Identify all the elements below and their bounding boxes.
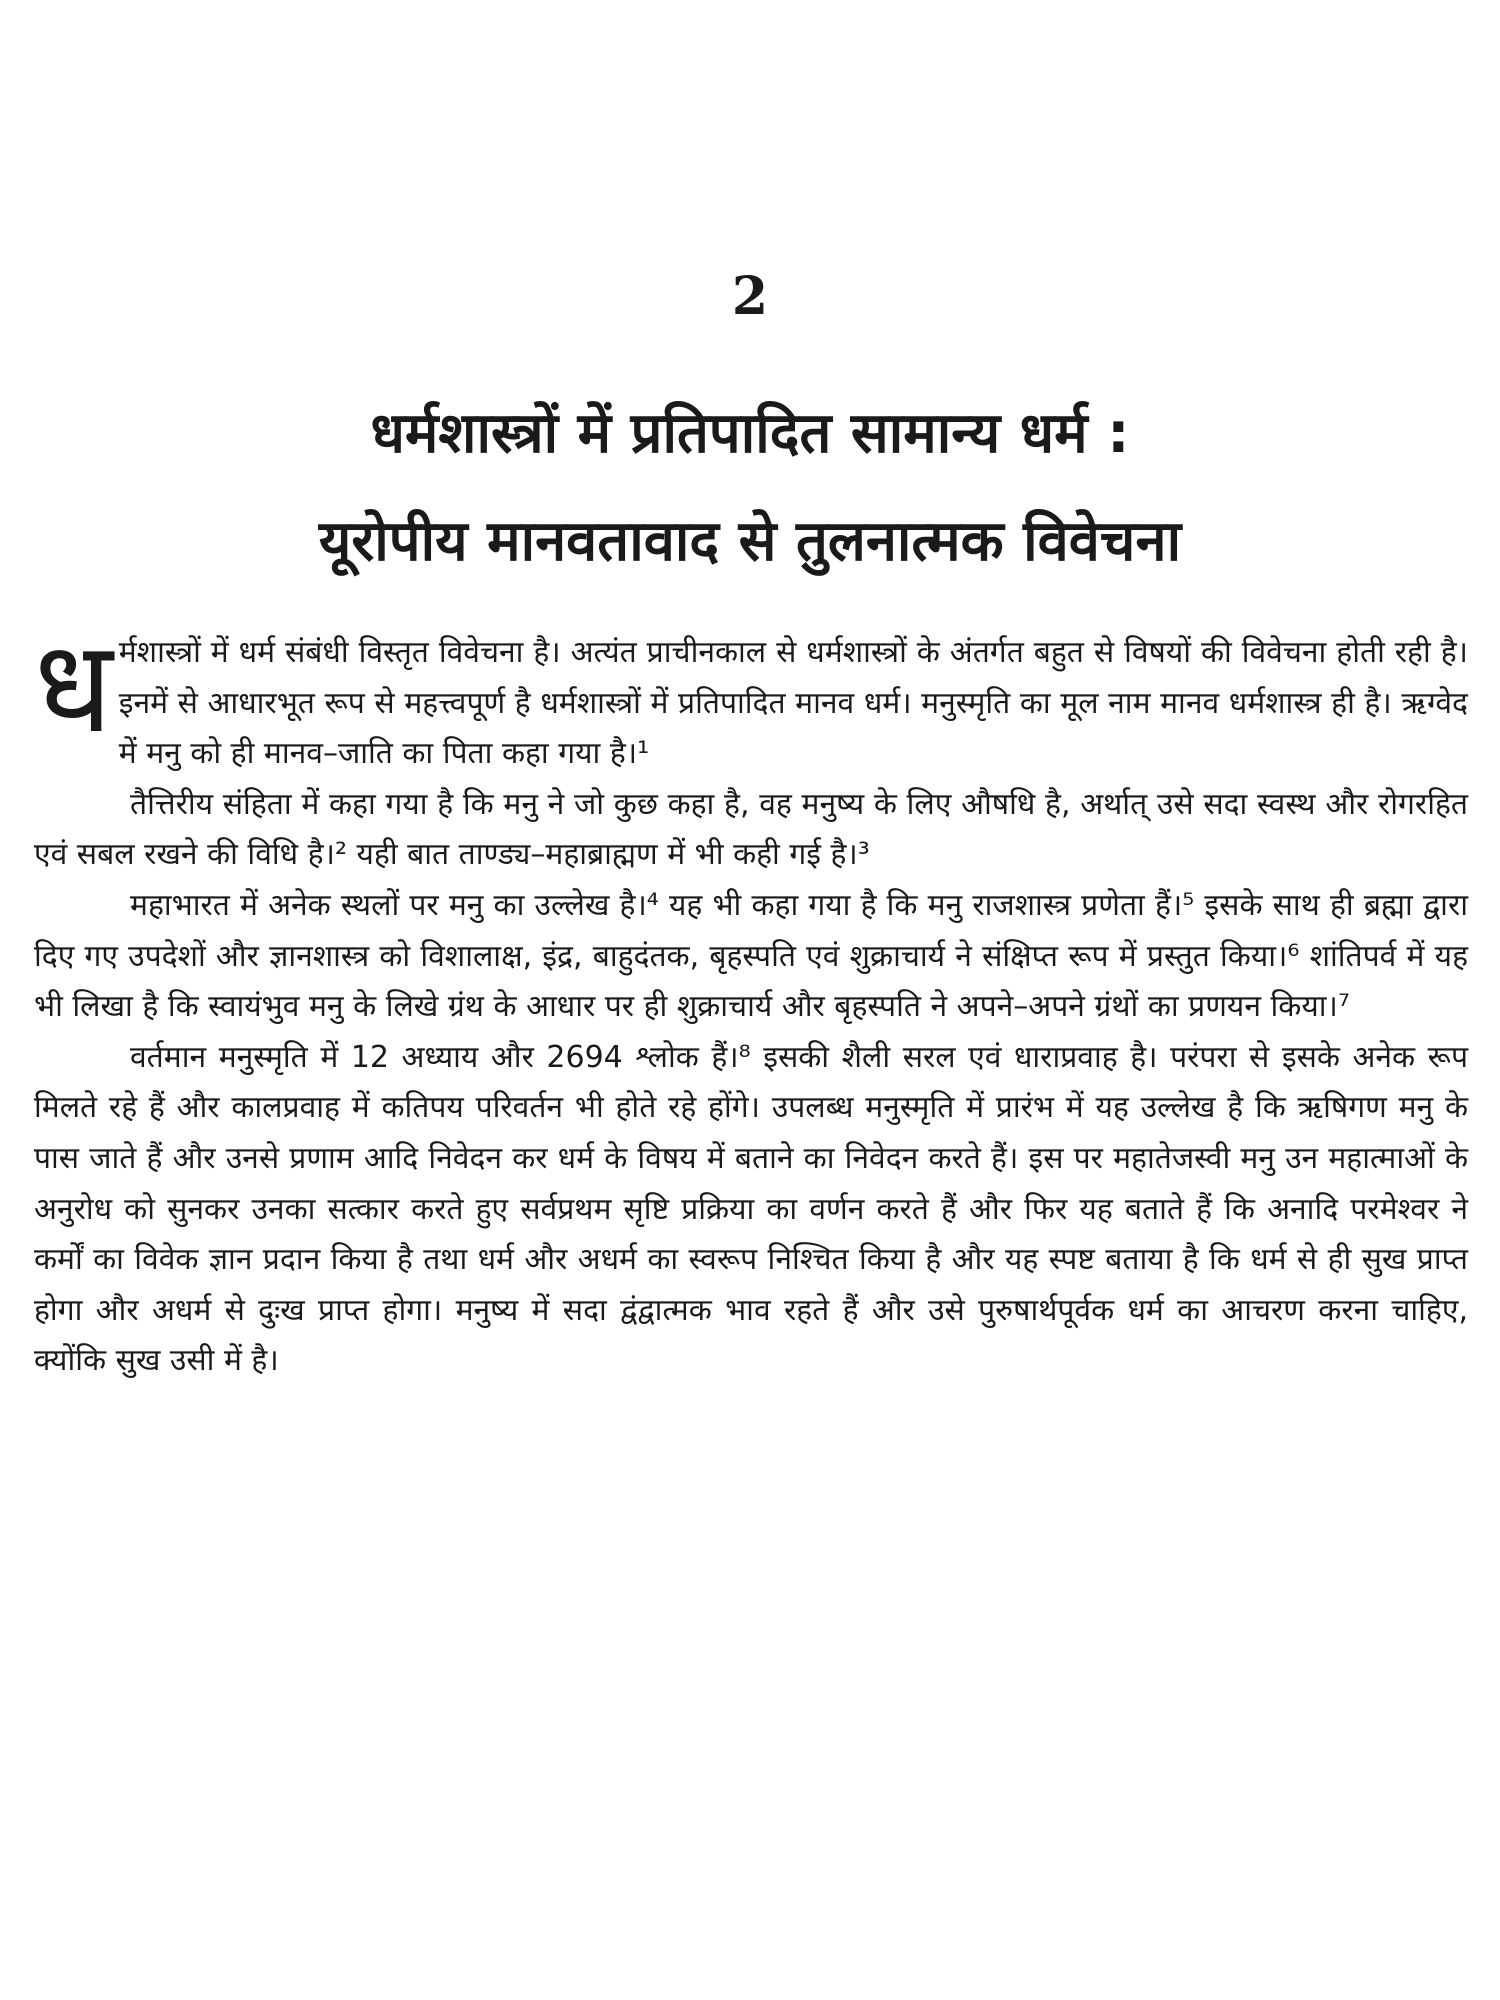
chapter-title-line-2: यूरोपीय मानवतावाद से तुलनात्मक विवेचना xyxy=(318,509,1182,574)
paragraph-1 xyxy=(34,613,1468,780)
drop-cap: ध xyxy=(34,613,113,762)
paragraph-1-text: र्मशास्त्रों में धर्म संबंधी विस्तृत विवेचना है। अत्यंत प्राचीनकाल से धर्मशास्त्रों के अंतर्गत बहुत से विषयों की विवेचना होती रही है। इनमें से आधारभूत रूप से महत्त्वपूर्ण है धर्मशास्त्रों में प्रतिपादित मानव धर्म। मनुस्मृति का मूल नाम मानव धर्मशास्त्र ही है। ऋग्वेद में मनु को ही मानव–जाति का पिता कहा गया है।¹ xyxy=(118,635,1468,772)
chapter-title xyxy=(40,380,1460,596)
chapter-body xyxy=(34,613,1468,1387)
paragraph-2: तैत्तिरीय संहिता में कहा गया है कि मनु ने जो कुछ कहा है, वह मनुष्य के लिए औषधि है, अर्थात् उसे सदा स्वस्थ और रोगरहित एवं सबल रखने की विधि है।² यही बात ताण्ड्य–महाब्राह्मण में भी कही गई है।³ xyxy=(34,786,1468,873)
paragraph-3: महाभारत में अनेक स्थलों पर मनु का उल्लेख है।⁴ यह भी कहा गया है कि मनु राजशास्त्र प्रणेता हैं।⁵ इसके साथ ही ब्रह्मा द्वारा दिए गए उपदेशों और ज्ञानशास्त्र को विशालाक्ष, इंद्र, बाहुदंतक, बृहस्पति एवं शुक्राचार्य ने संक्षिप्त रूप में प्रस्तुत किया।⁶ शांतिपर्व में यह भी लिखा है कि स्वायंभुव मनु के लिखे ग्रंथ के आधार पर ही शुक्राचार्य और बृहस्पति ने अपने–अपने ग्रंथों का प्रणयन किया।⁷ xyxy=(34,887,1468,1025)
chapter-number: 2 xyxy=(731,266,769,327)
chapter-title-line-1: धर्मशास्त्रों में प्रतिपादित सामान्य धर्म : xyxy=(370,401,1130,466)
paragraph-4: वर्तमान मनुस्मृति में 12 अध्याय और 2694 श्लोक हैं।⁸ इसकी शैली सरल एवं धाराप्रवाह है। परंपरा से इसके अनेक रूप मिलते रहे हैं और कालप्रवाह में कतिपय परिवर्तन भी होते रहे होंगे। उपलब्ध मनुस्मृति में प्रारंभ में यह उल्लेख है कि ऋषिगण मनु के पास जाते हैं और उनसे प्रणाम आदि निवेदन कर धर्म के विषय में बताने का निवेदन करते हैं। इस पर महातेजस्वी मनु उन महात्माओं के अनुरोध को सुनकर उनका सत्कार करते हुए सर्वप्रथम सृष्टि प्रक्रिया का वर्णन करते हैं और फिर यह बताते हैं कि अनादि परमेश्वर ने कर्मों का विवेक ज्ञान प्रदान किया है तथा धर्म और अधर्म का स्वरूप निश्चित किया है और यह स्पष्ट बताया है कि धर्म से ही सुख प्राप्त होगा और अधर्म से दुःख प्राप्त होगा। मनुष्य में सदा द्वंद्वात्मक भाव रहते हैं और उसे पुरुषार्थपूर्वक धर्म का आचरण करना चाहिए, क्योंकि सुख उसी में है। xyxy=(34,1039,1468,1379)
